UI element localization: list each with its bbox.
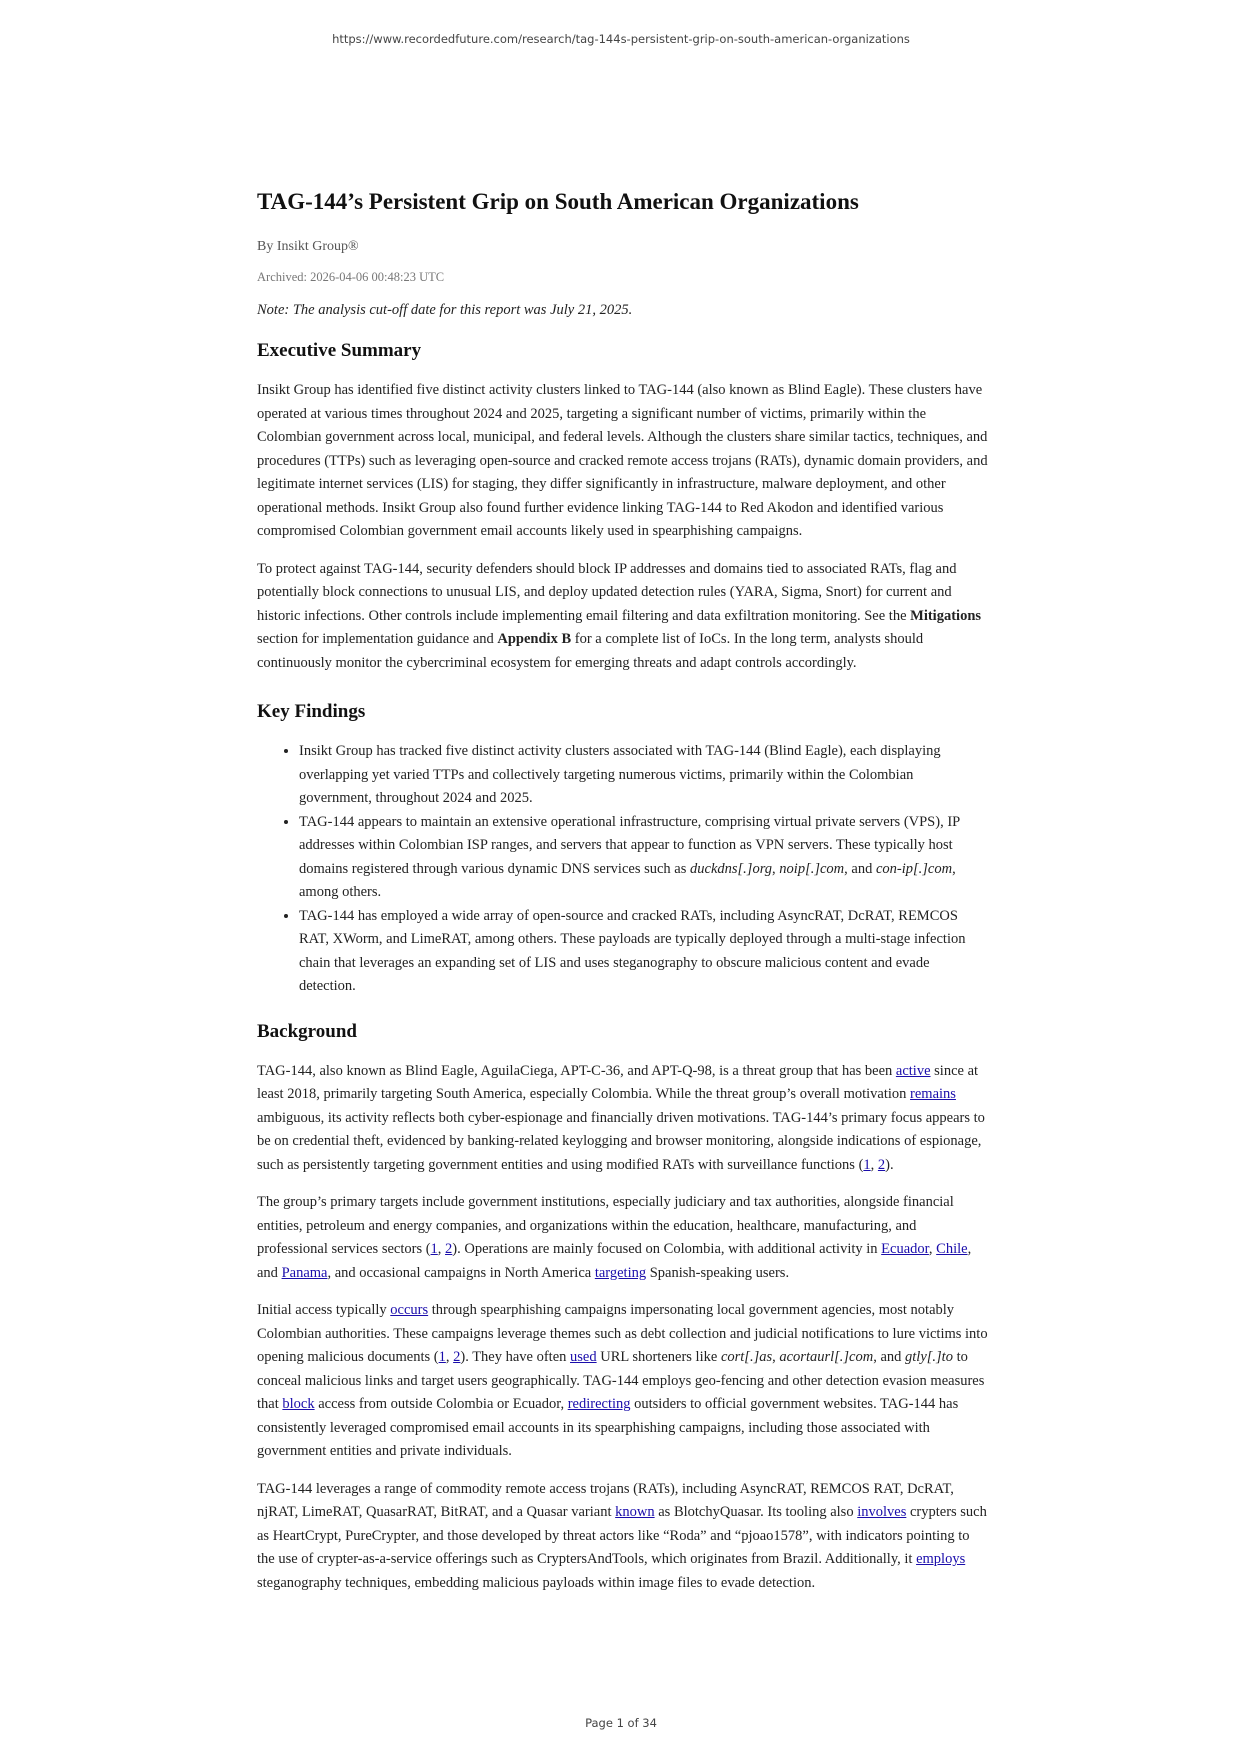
link-active[interactable]: active [895,1062,931,1079]
reference-link-1[interactable]: 1 [863,1156,871,1173]
reference-link-1[interactable]: 1 [438,1349,446,1365]
link-remains[interactable]: remains [910,1086,956,1102]
link-occurs[interactable]: occurs [390,1302,429,1318]
background-paragraph-1: TAG-144, also known as Blind Eagle, AguilaCiega, APT-C-36, and APT-Q-98, is a threat group that has been active since at least 2018, primarily targeting South America, especially Colombia. While the threat group’s overall motivation remains ambiguous, its activity reflects both cyber-espionage and financially driven motivations. TAG-144’s primary focus appears to be on credential theft, evidenced by banking-related keylogging and browser monitoring, alongside indications of espionage, such as persistently targeting government entities and using modified RATs with surveillance functions (1, 2). [257,1062,985,1173]
link-used[interactable]: used [570,1349,597,1365]
appendix-b-ref: Appendix B [497,631,572,647]
executive-summary-heading: Executive Summary [257,340,422,361]
link-involves[interactable]: involves [857,1504,907,1520]
link-targeting[interactable]: targeting [594,1264,647,1281]
article-content [257,187,989,1609]
article-byline: By Insikt Group® [257,239,359,254]
mitigations-ref: Mitigations [910,607,982,624]
link-redirecting[interactable]: redirecting [567,1396,631,1412]
link-known[interactable]: known [615,1504,655,1520]
key-finding-item: • Insikt Group has tracked five distinct activity clusters associated with TAG-144 (Blind Eagle), each displaying overlapping yet varied TTPs and collectively targeting numerous victims, primarily within the Colombian government, throughout 2024 and 2025. [299,740,989,811]
link-block[interactable]: block [282,1396,315,1412]
link-chile[interactable]: Chile [936,1241,968,1257]
key-finding-item: • TAG-144 has employed a wide array of open-source and cracked RATs, including AsyncRAT, DcRAT, REMCOS RAT, XWorm, and LimeRAT, among others. These payloads are typically deployed through a multi-stage infection chain that leverages an expanding set of LIS and uses steganography to obscure malicious content and evade detection. [299,905,989,999]
page-number: Page 1 of 34 [585,1716,657,1730]
executive-summary-paragraph-1: Insikt Group has identified five distinct activity clusters linked to TAG-144 (also known as Blind Eagle). These clusters have operated at various times throughout 2024 and 2025, targeting a significant number of victims, primarily within the Colombian government across local, municipal, and federal levels. Although the clusters share similar tactics, techniques, and procedures (TTPs) such as leveraging open-source and cracked remote access trojans (RATs), dynamic domain providers, and legitimate internet services (LIS) for staging, they differ significantly in infrastructure, malware deployment, and other operational methods. Insikt Group also found further evidence linking TAG-144 to Red Akodon and identified various compromised Colombian government email accounts likely used in spearphishing campaigns. [257,382,988,539]
reference-link-2[interactable]: 2 [453,1349,461,1365]
analysis-note: Note: The analysis cut-off date for this report was July 21, 2025. [257,302,633,318]
key-findings-list [257,740,989,999]
page-url: https://www.recordedfuture.com/research/tag-144s-persistent-grip-on-south-american-organizations [332,32,910,46]
key-findings-heading: Key Findings [257,701,366,722]
background-heading: Background [257,1020,357,1042]
reference-link-2[interactable]: 2 [877,1156,886,1173]
background-paragraph-4: TAG-144 leverages a range of commodity remote access trojans (RATs), including AsyncRAT, REMCOS RAT, DcRAT, njRAT, LimeRAT, QuasarRAT, BitRAT, and a Quasar variant known as BlotchyQuasar. Its tooling also involves crypters such as HeartCrypt, PureCrypter, and those developed by threat actors like “Roda” and “pjoao1578”, with indicators pointing to the use of crypter-as-a-service offerings such as CryptersAndTools, which originates from Brazil. Additionally, it employs steganography techniques, embedding malicious payloads within image files to evade detection. [257,1480,987,1591]
reference-link-2[interactable]: 2 [445,1241,453,1257]
link-employs[interactable]: employs [916,1551,966,1567]
reference-link-1[interactable]: 1 [430,1241,438,1257]
archived-timestamp: Archived: 2026-04-06 00:48:23 UTC [257,270,445,284]
article-title: TAG-144’s Persistent Grip on South American Organizations [257,189,859,214]
link-ecuador[interactable]: Ecuador [881,1241,929,1257]
link-panama[interactable]: Panama [281,1264,328,1281]
key-finding-item: • TAG-144 appears to maintain an extensive operational infrastructure, comprising virtual private servers (VPS), IP addresses within Colombian ISP ranges, and servers that appear to function as VPN servers. These typically host domains registered through various dynamic DNS services such as duckdns[.]org, noip[.]com, and con-ip[.]com, among others. [299,811,989,905]
background-paragraph-3: Initial access typically occurs through spearphishing campaigns impersonating local government agencies, most notably Colombian authorities. These campaigns leverage themes such as debt collection and judicial notifications to lure victims into opening malicious documents (1, 2). They have often used URL shorteners like cort[.]as, acortaurl[.]com, and gtly[.]to to conceal malicious links and target users geographically. TAG-144 employs geo-fencing and other detection evasion measures that block access from outside Colombia or Ecuador, redirecting outsiders to official government websites. TAG-144 has consistently leveraged compromised email accounts in its spearphishing campaigns, including those associated with government entities and private individuals. [257,1302,988,1459]
background-paragraph-2: The group’s primary targets include government institutions, especially judiciary and tax authorities, alongside financial entities, petroleum and energy companies, and organizations within the education, healthcare, manufacturing, and professional services sectors (1, 2). Operations are mainly focused on Colombia, with additional activity in Ecuador, Chile, and Panama, and occasional campaigns in North America targeting Spanish-speaking users. [257,1194,972,1281]
executive-summary-paragraph-2: To protect against TAG-144, security defenders should block IP addresses and domains tied to associated RATs, flag and potentially block connections to unusual LIS, and deploy updated detection rules (YARA, Sigma, Snort) for current and historic infections. Other controls include implementing email filtering and data exfiltration monitoring. See the Mitigations section for implementation guidance and Appendix B for a complete list of IoCs. In the long term, analysts should continuously monitor the cybercriminal ecosystem for emerging threats and adapt controls accordingly. [257,560,982,671]
